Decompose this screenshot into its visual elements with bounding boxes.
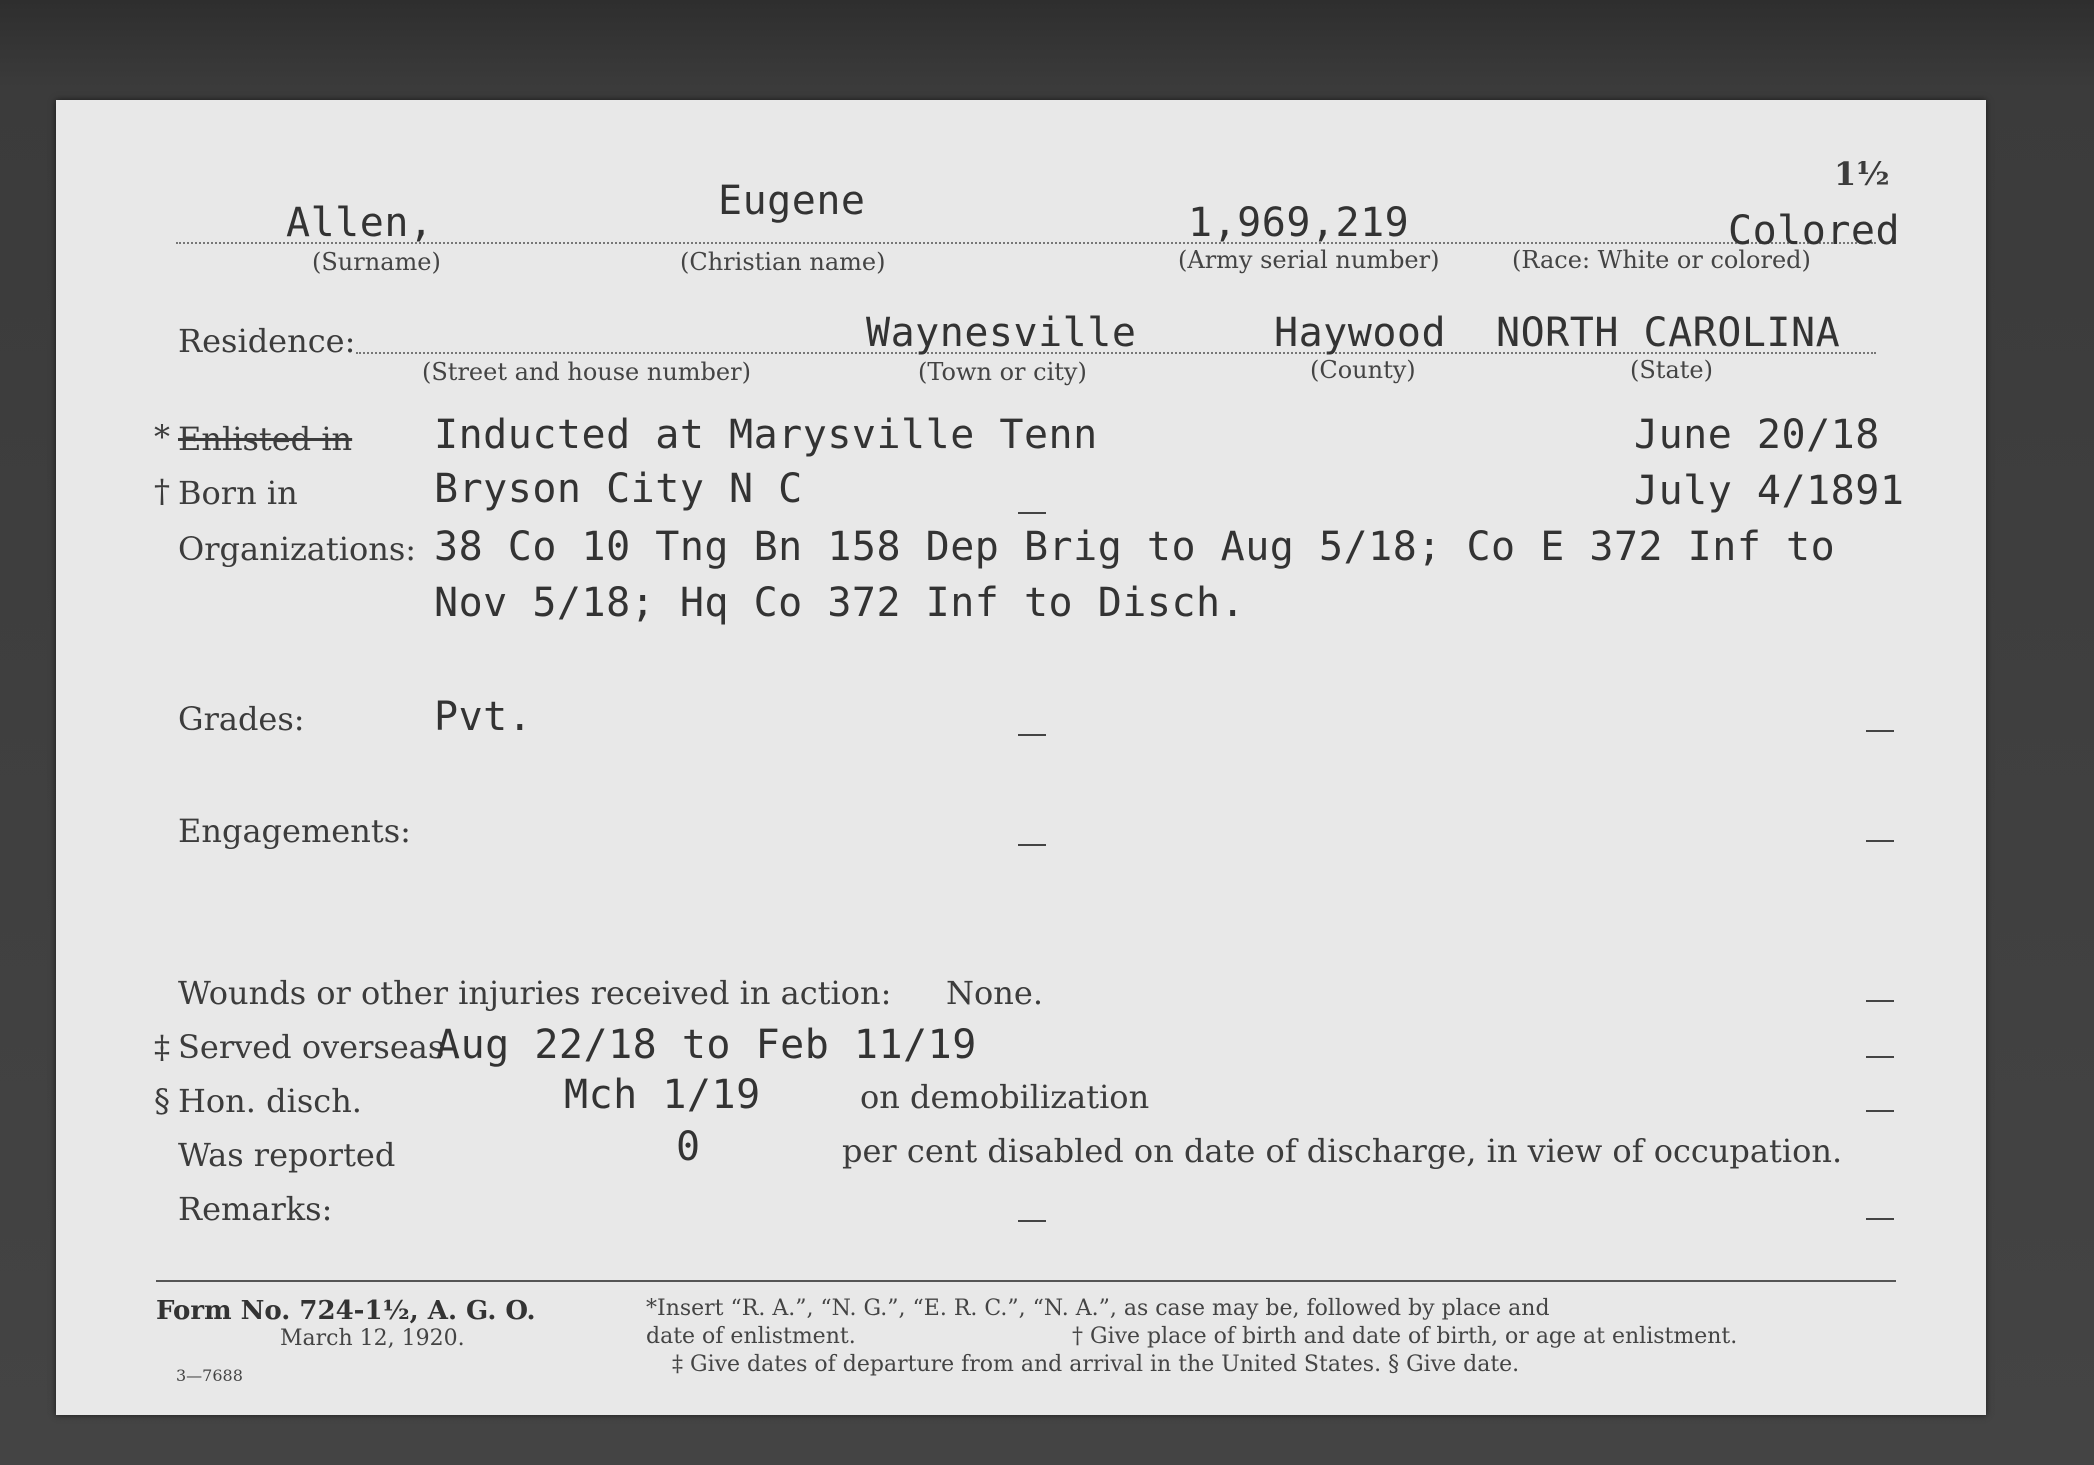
form-date: March 12, 1920. bbox=[280, 1326, 465, 1351]
discharge-dash-right bbox=[1866, 1110, 1894, 1112]
footnote-1: *Insert “R. A.”, “N. G.”, “E. R. C.”, “N. A.”, as case may be, followed by place and bbox=[646, 1296, 1550, 1321]
born-label: Born in bbox=[178, 474, 298, 512]
remarks-dash-right bbox=[1866, 1218, 1894, 1220]
overseas-label: Served overseas bbox=[178, 1028, 445, 1066]
reported-suffix: per cent disabled on date of discharge, in view of occupation. bbox=[842, 1132, 1843, 1170]
engagements-dash-right bbox=[1866, 840, 1894, 842]
card-number: 1½ bbox=[1834, 155, 1890, 193]
state-label: (State) bbox=[1630, 356, 1713, 384]
street-label: (Street and house number) bbox=[422, 358, 751, 386]
enlisted-label: Enlisted in bbox=[178, 420, 353, 458]
organizations-line-1: 38 Co 10 Tng Bn 158 Dep Brig to Aug 5/18; Co E 372 Inf to bbox=[434, 524, 1836, 570]
overseas-marker: ‡ bbox=[154, 1028, 170, 1066]
remarks-dash bbox=[1018, 1220, 1046, 1222]
engagements-dash bbox=[1018, 844, 1046, 846]
serial-number-value: 1,969,219 bbox=[1188, 200, 1410, 246]
county-value: Haywood bbox=[1274, 310, 1447, 356]
footnote-2b: † Give place of birth and date of birth, or age at enlistment. bbox=[1072, 1324, 1738, 1349]
grades-label: Grades: bbox=[178, 700, 305, 738]
organizations-label: Organizations: bbox=[178, 530, 417, 568]
reported-value: 0 bbox=[676, 1124, 701, 1170]
form-number: Form No. 724-1½, A. G. O. bbox=[156, 1296, 536, 1326]
grades-dash-right bbox=[1866, 730, 1894, 732]
overseas-value: Aug 22/18 to Feb 11/19 bbox=[436, 1022, 977, 1068]
reported-label: Was reported bbox=[178, 1136, 396, 1174]
wounds-value: None. bbox=[946, 974, 1043, 1012]
remarks-label: Remarks: bbox=[178, 1190, 333, 1228]
town-label: (Town or city) bbox=[918, 358, 1087, 386]
footnote-3: ‡ Give dates of departure from and arrival in the United States. § Give date. bbox=[672, 1352, 1520, 1377]
discharge-marker: § bbox=[154, 1082, 170, 1120]
serial-number-label: (Army serial number) bbox=[1178, 246, 1440, 274]
wounds-label: Wounds or other injuries received in action: bbox=[178, 974, 892, 1012]
footnote-2a: date of enlistment. bbox=[646, 1324, 856, 1349]
engagements-label: Engagements: bbox=[178, 812, 411, 850]
service-record-card bbox=[56, 100, 1986, 1415]
footer-rule bbox=[156, 1280, 1896, 1282]
discharge-suffix: on demobilization bbox=[860, 1078, 1150, 1116]
born-date: July 4/1891 bbox=[1634, 468, 1905, 514]
town-value: Waynesville bbox=[866, 310, 1137, 356]
enlisted-value: Inducted at Marysville Tenn bbox=[434, 412, 1098, 458]
grades-value: Pvt. bbox=[434, 694, 533, 740]
enlisted-marker: * bbox=[154, 418, 170, 456]
born-marker: † bbox=[154, 472, 170, 510]
surname-value: Allen, bbox=[286, 200, 434, 246]
born-dash bbox=[1018, 512, 1046, 514]
christian-name-label: (Christian name) bbox=[680, 248, 886, 276]
organizations-line-2: Nov 5/18; Hq Co 372 Inf to Disch. bbox=[434, 580, 1246, 626]
discharge-value: Mch 1/19 bbox=[564, 1072, 761, 1118]
print-code: 3—7688 bbox=[176, 1366, 243, 1385]
residence-label: Residence: bbox=[178, 322, 356, 360]
enlisted-date: June 20/18 bbox=[1634, 412, 1880, 458]
overseas-dash-right bbox=[1866, 1056, 1894, 1058]
christian-name-value: Eugene bbox=[718, 178, 866, 224]
discharge-label: Hon. disch. bbox=[178, 1082, 362, 1120]
surname-label: (Surname) bbox=[312, 248, 441, 276]
race-label: (Race: White or colored) bbox=[1512, 246, 1811, 274]
grades-dash bbox=[1018, 734, 1046, 736]
state-value: NORTH CAROLINA bbox=[1496, 310, 1841, 356]
born-value: Bryson City N C bbox=[434, 466, 803, 512]
county-label: (County) bbox=[1310, 356, 1416, 384]
wounds-dash-right bbox=[1866, 1000, 1894, 1002]
race-value: Colored bbox=[1728, 208, 1901, 254]
